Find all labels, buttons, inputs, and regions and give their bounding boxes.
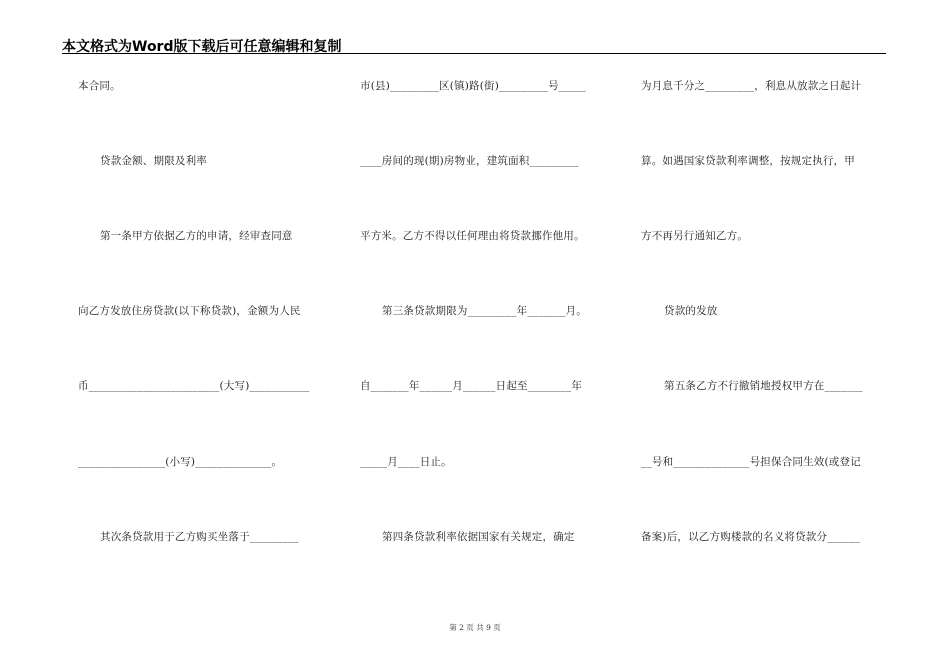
text-line: 其次条贷款用于乙方购买坐落于_________ bbox=[100, 531, 299, 543]
text-line: 市(县)_________区(镇)路(街)_________号_____ bbox=[360, 80, 587, 92]
text-line: 贷款的发放 bbox=[664, 305, 718, 317]
text-line: ____房间的现(期)房物业，建筑面积_________ bbox=[360, 155, 579, 167]
text-line: 币________________________(大写)___________ bbox=[78, 380, 310, 392]
text-line: 第五条乙方不行撤销地授权甲方在_______ bbox=[664, 380, 863, 392]
text-line: 本合同。 bbox=[78, 80, 121, 92]
text-line: ________________(小写)______________。 bbox=[78, 456, 283, 468]
text-line: 第一条甲方依据乙方的申请，经审查同意 bbox=[100, 230, 293, 242]
text-line: 方不再另行通知乙方。 bbox=[641, 230, 748, 242]
text-line: 第三条贷款期限为_________年_______月。 bbox=[382, 305, 587, 317]
text-line: 平方米。乙方不得以任何理由将贷款挪作他用。 bbox=[360, 230, 585, 242]
text-line: 向乙方发放住房贷款(以下称贷款)，金额为人民 bbox=[78, 305, 301, 317]
text-line: __号和______________号担保合同生效(或登记 bbox=[641, 456, 861, 468]
text-line: 第四条贷款利率依据国家有关规定，确定 bbox=[382, 531, 575, 543]
text-line: 为月息千分之_________，利息从放款之日起计 bbox=[641, 80, 862, 92]
document-header-title: 本文格式为Word版下载后可任意编辑和复制 bbox=[62, 39, 342, 55]
header-divider bbox=[62, 53, 886, 54]
page-number: 第 2 页 共 9 页 bbox=[449, 623, 501, 632]
text-line: _____月____日止。 bbox=[360, 456, 452, 468]
text-line: 算。如遇国家贷款利率调整，按规定执行，甲 bbox=[641, 155, 855, 167]
text-line: 备案)后，以乙方购楼款的名义将贷款分______ bbox=[641, 531, 860, 543]
text-line: 自_______年______月______日起至________年 bbox=[360, 380, 583, 392]
text-line: 贷款金额、期限及利率 bbox=[100, 155, 207, 167]
